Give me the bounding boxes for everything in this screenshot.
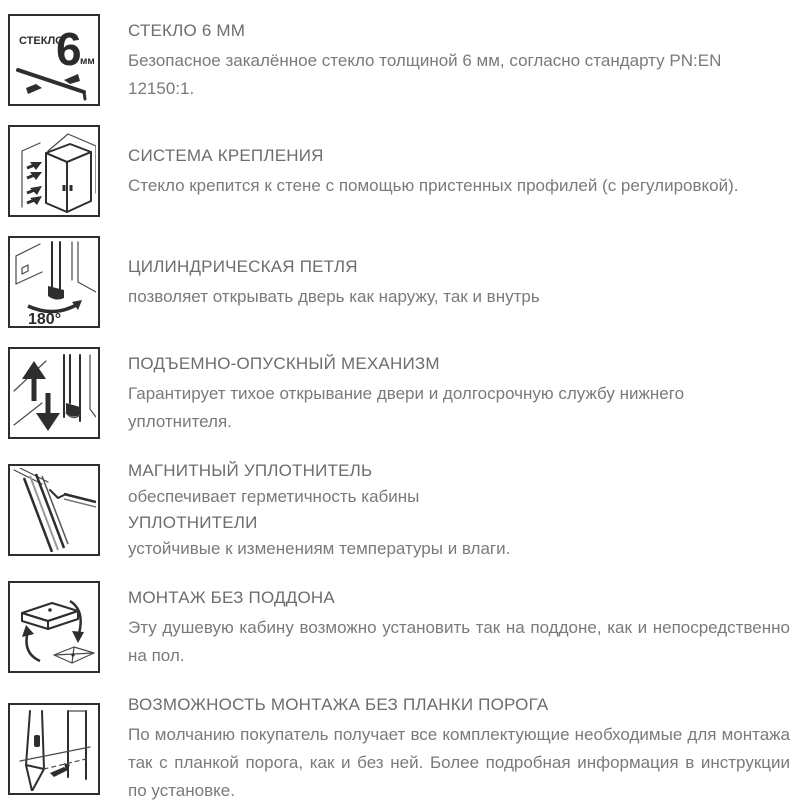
feature-description: Безопасное закалённое стекло толщиной 6 мм, согласно стандарту PN:EN 12150:1. [128,50,722,98]
feature-title: МАГНИТНЫЙ УПЛОТНИТЕЛЬ [128,461,373,480]
feature-text [128,143,739,200]
feature-title: ПОДЪЕМНО-ОПУСКНЫЙ МЕХАНИЗМ [128,353,440,373]
feature-text [128,351,790,436]
feature-row-cylindrical-hinge [8,236,790,328]
svg-text:СТЕКЛО: СТЕКЛО [19,35,64,47]
feature-description: По молчанию покупатель получает все комплектующие необходимые для монтажа так с планкой порога, как и без ней. Более подробная информация в инструкции по установке. [128,725,790,800]
svg-text:180°: 180° [28,311,62,324]
feature-row-lift-mechanism [8,347,790,439]
svg-text:6: 6 [56,23,82,75]
svg-text:мм: мм [80,56,95,67]
feature-text [128,458,510,562]
feature-row-glass-6mm [8,14,790,106]
feature-title: ЦИЛИНДРИЧЕСКАЯ ПЕТЛЯ [128,256,358,276]
feature-description-secondary: устойчивые к изменениям температуры и влаги. [128,539,511,558]
feature-title: СТЕКЛО 6 ММ [128,20,246,40]
feature-row-magnetic-seal [8,458,790,562]
feature-text [128,18,790,103]
cylindrical-hinge-icon [8,236,100,328]
feature-description: обеспечивает герметичность кабины [128,487,420,506]
feature-title: ВОЗМОЖНОСТЬ МОНТАЖА БЕЗ ПЛАНКИ ПОРОГА [128,695,549,714]
no-tray-installation-icon [8,581,100,673]
feature-description: позволяет открывать дверь как наружу, так и внутрь [128,286,540,306]
feature-text [128,585,790,670]
feature-text [128,254,540,311]
glass-6mm-icon [8,14,100,106]
feature-title: МОНТАЖ БЕЗ ПОДДОНА [128,587,335,607]
feature-title: СИСТЕМА КРЕПЛЕНИЯ [128,145,324,165]
no-threshold-strip-icon [8,703,100,795]
feature-row-no-threshold [8,692,790,805]
feature-description: Стекло крепится к стене с помощью пристенных профилей (с регулировкой). [128,175,739,195]
feature-description: Эту душевую кабину возможно установить так на поддоне, как и непосредственно на пол. [128,617,790,665]
mounting-system-icon [8,125,100,217]
magnetic-seal-icon [8,464,100,556]
lift-lower-mechanism-icon [8,347,100,439]
feature-title-secondary: УПЛОТНИТЕЛИ [128,513,258,532]
feature-text [128,692,790,805]
feature-description: Гарантирует тихое открывание двери и долгосрочную службу нижнего уплотнителя. [128,383,685,431]
feature-row-mounting-system [8,125,790,217]
feature-row-no-tray [8,581,790,673]
